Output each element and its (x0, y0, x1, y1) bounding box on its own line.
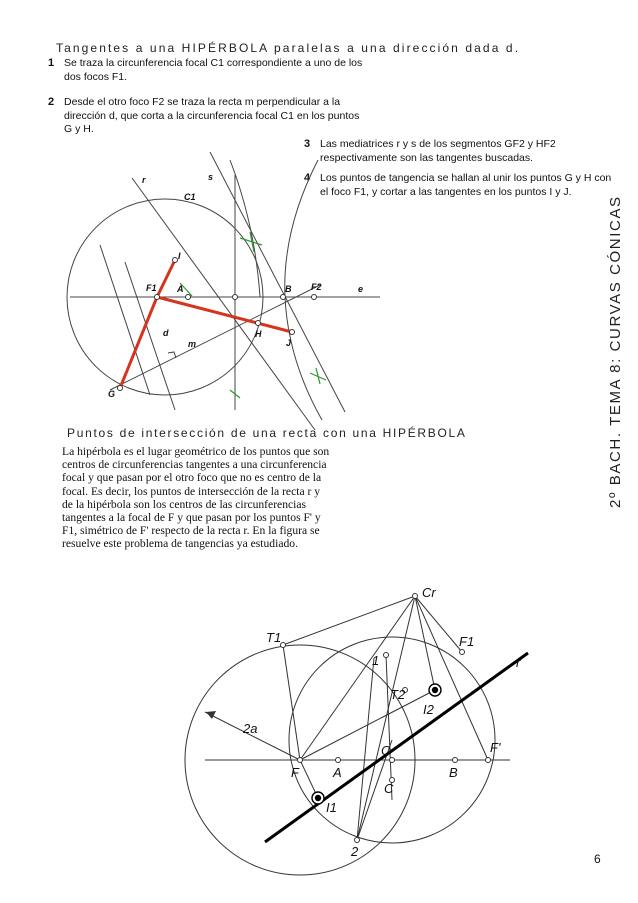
step-4-number: 4 (304, 172, 311, 184)
label-f2: F2 (311, 282, 322, 292)
label-i2: I2 (423, 702, 434, 717)
label-s: s (208, 172, 214, 182)
label-h: H (255, 329, 262, 339)
step-4-text: Los puntos de tangencia se hallan al unir los puntos G y H con el foco F1, y cortar a las tangentes en los puntos I y J. (320, 172, 612, 198)
label-b: B (449, 765, 458, 780)
point-a (336, 758, 341, 763)
label-d: d (163, 328, 169, 338)
label-fprime: F' (490, 740, 501, 755)
section1-title: Tangentes a una HIPÉRBOLA paralelas a una dirección dada d. (56, 41, 521, 55)
step-1-number: 1 (48, 57, 55, 69)
label-1: 1 (372, 653, 380, 668)
label-r: r (142, 175, 146, 185)
arrow-head (206, 711, 216, 719)
label-t2: T2 (390, 687, 406, 702)
point-f (298, 758, 303, 763)
point-2 (355, 838, 360, 843)
point-t1 (281, 643, 286, 648)
label-c1: C1 (184, 192, 196, 202)
label-t1: T1 (266, 630, 282, 645)
point-1 (384, 653, 389, 658)
label-i1: I1 (326, 800, 337, 815)
line-cr-i2 (415, 596, 435, 690)
step-2-number: 2 (48, 96, 55, 108)
line-cr-fprime (415, 596, 488, 760)
sidebar-title: 2º BACH. TEMA 8: CURVAS CÓNICAS (607, 195, 624, 508)
label-o: O (381, 743, 392, 758)
line-t1-f (283, 645, 300, 760)
point-fprime (486, 758, 491, 763)
step-3-text: Las mediatrices r y s de los segmentos GF2 y HF2 respectivamente son las tangentes buscadas. (320, 138, 556, 164)
point-i2-inner (433, 688, 438, 693)
point-cr (413, 594, 418, 599)
point-f1 (460, 650, 465, 655)
line-1-2 (357, 658, 374, 840)
label-2a: 2a (243, 721, 258, 736)
label-c: C (384, 781, 394, 796)
step-2-text: Desde el otro foco F2 se traza la recta m perpendicular a la dirección d, que corta a la circunferencia focal C1 en los puntos G y H. (64, 96, 360, 135)
point-b (453, 758, 458, 763)
label-r: r (516, 655, 521, 670)
label-b: B (285, 284, 292, 294)
label-i: I (178, 251, 181, 261)
label-f1: F1 (459, 634, 475, 649)
step-1-text: Se traza la circunferencia focal C1 correspondiente a uno de los dos focos F1. (64, 57, 363, 83)
radius-2a (205, 712, 300, 760)
step-3-number: 3 (304, 138, 311, 150)
label-a: A (333, 765, 342, 780)
line-t1-cr (283, 596, 415, 645)
section2-title: Puntos de intersección de una recta con una HIPÉRBOLA (67, 426, 467, 440)
point-o (390, 758, 395, 763)
line-cr-f1 (415, 596, 462, 652)
label-j: J (286, 338, 292, 348)
label-f: F (291, 765, 299, 780)
label-m: m (188, 339, 197, 349)
section2-paragraph: La hipérbola es el lugar geométrico de los puntos que son centros de circunferencias tangentes a una circunferencia focal y que pasan por el otro foco que no es centro de la focal. Es decir, los puntos de intersección de la recta r y de la hipérbola son los centros de las circunferencias tangentes a la focal de F y que pasan por los puntos F' y F1, simétrico de F' respecto de la recta r. En la figura se resuelve este problema de tangencias ya estudiado. (62, 445, 330, 551)
label-e: e (358, 284, 364, 294)
line-cr-f (300, 596, 415, 760)
point-i1-inner (316, 796, 321, 801)
label-f1: F1 (146, 283, 157, 293)
label-g: G (108, 389, 116, 399)
label-cr: Cr (422, 585, 436, 600)
label-a: A (177, 284, 184, 294)
label-2: 2 (351, 844, 359, 859)
line-r (265, 653, 528, 842)
page-number: 6 (594, 852, 601, 866)
